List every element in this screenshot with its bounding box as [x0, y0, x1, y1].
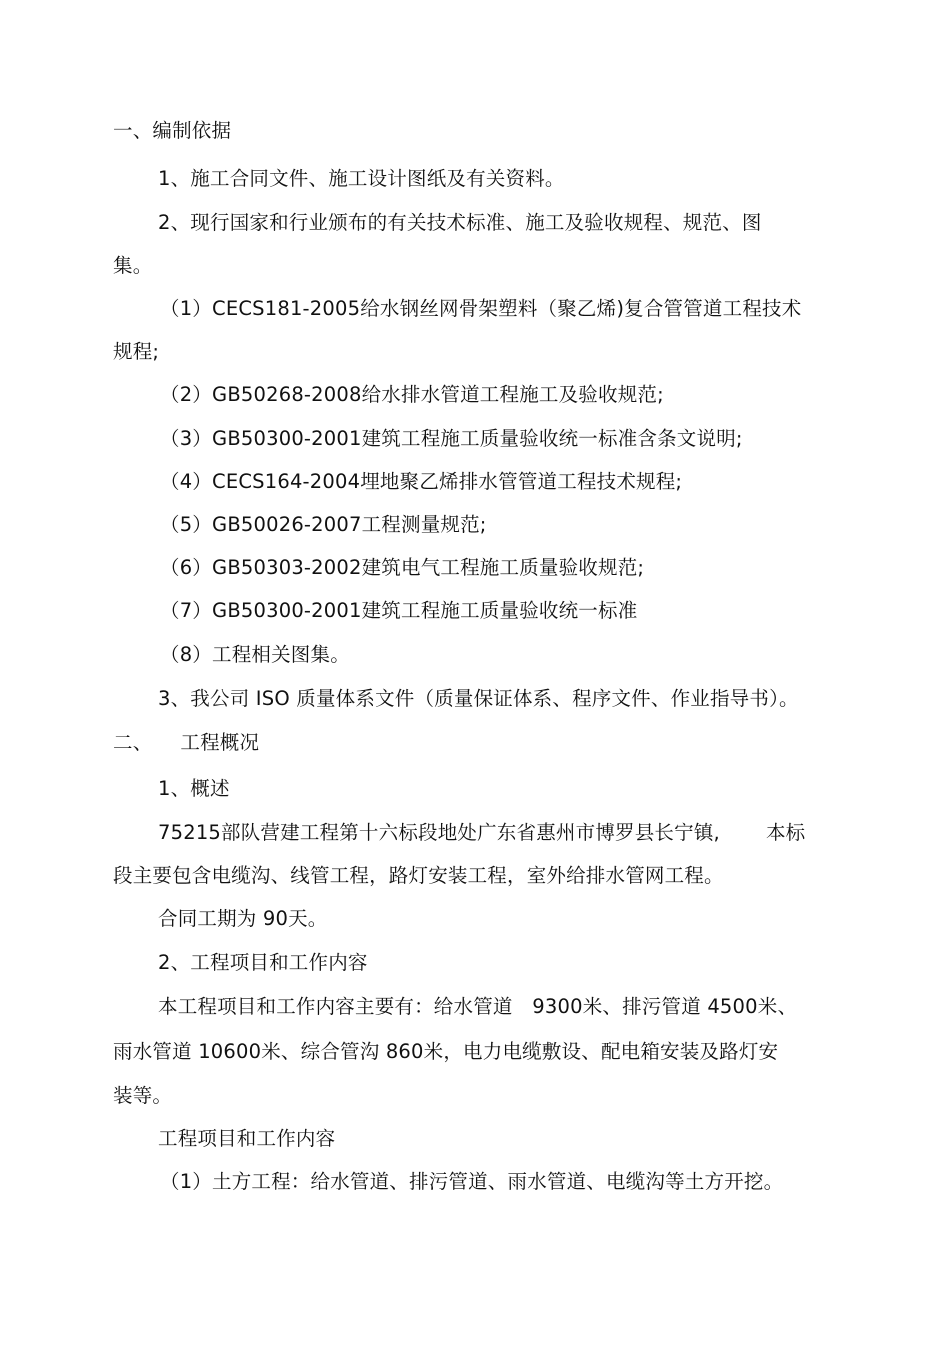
overview-line1-tail: 本标 — [765, 821, 806, 844]
standard-2: （2）GB50268-2008给水排水管道工程施工及验收规范; — [160, 383, 664, 406]
section2-heading — [113, 730, 259, 756]
section1-heading: 一、编制依据 — [113, 119, 232, 142]
standard-5: （5）GB50026-2007工程测量规范; — [160, 513, 487, 536]
overview-line2: 段主要包含电缆沟、线管工程，路灯安装工程，室外给排水管网工程。 — [113, 864, 724, 887]
standard-1-line2: 规程; — [113, 340, 160, 363]
work-content-heading: 工程项目和工作内容 — [158, 1127, 336, 1150]
standard-6: （6）GB50303-2002建筑电气工程施工质量验收规范; — [160, 556, 645, 579]
overview-line1 — [158, 820, 805, 846]
standard-7: （7）GB50300-2001建筑工程施工质量验收统一标准 — [160, 599, 638, 622]
basis-item-2-line2: 集。 — [113, 254, 153, 277]
basis-item-1: 1、施工合同文件、施工设计图纸及有关资料。 — [158, 167, 565, 190]
work-content-line2: 雨水管道 10600米、综合管沟 860米，电力电缆敷设、配电箱安装及路灯安 — [113, 1040, 779, 1063]
section2-heading-text: 工程概况 — [180, 731, 260, 754]
section2-heading-number: 二、 — [113, 731, 153, 754]
contract-period: 合同工期为 90天。 — [158, 907, 328, 930]
standard-8: （8）工程相关图集。 — [160, 643, 350, 666]
standard-4: （4）CECS164-2004埋地聚乙烯排水管管道工程技术规程; — [160, 470, 683, 493]
standard-1-line1: （1）CECS181-2005给水钢丝网骨架塑料（聚乙烯)复合管管道工程技术 — [160, 297, 802, 320]
standard-3: （3）GB50300-2001建筑工程施工质量验收统一标准含条文说明; — [160, 427, 743, 450]
work-content-line3: 装等。 — [113, 1084, 173, 1107]
basis-item-2-line1: 2、现行国家和行业颁布的有关技术标准、施工及验收规程、规范、图 — [158, 211, 762, 234]
work-items-subheading: 2、工程项目和工作内容 — [158, 951, 368, 974]
work-content-line1: 本工程项目和工作内容主要有：给水管道 9300米、排污管道 4500米、 — [158, 995, 798, 1018]
basis-item-3: 3、我公司 ISO 质量体系文件（质量保证体系、程序文件、作业指导书）。 — [158, 687, 799, 710]
overview-line1-main: 75215部队营建工程第十六标段地处广东省惠州市博罗县长宁镇, — [158, 821, 720, 844]
earthwork-item: （1）土方工程：给水管道、排污管道、雨水管道、电缆沟等土方开挖。 — [160, 1170, 784, 1193]
overview-subheading: 1、概述 — [158, 777, 230, 800]
